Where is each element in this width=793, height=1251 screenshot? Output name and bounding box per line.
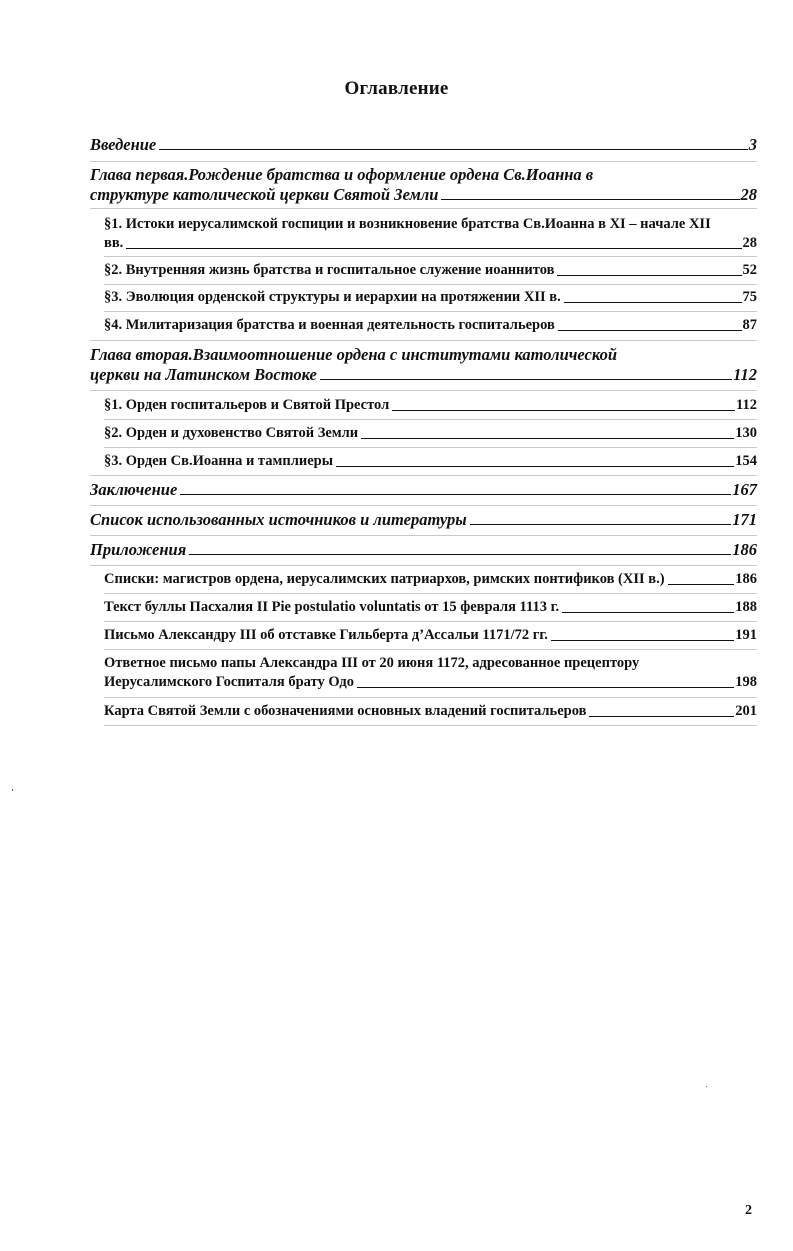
toc-entry-conclusion <box>90 481 757 498</box>
section-divider <box>90 340 757 341</box>
section-divider <box>104 593 757 594</box>
toc-entry-ch2-section-2 <box>104 425 757 442</box>
toc-entry-title-continued: структуре католической церкви Святой Земли <box>90 185 439 204</box>
toc-entry-title: §3. Орден Св.Иоанна и тамплиеры <box>104 453 334 469</box>
dot-leader <box>441 199 739 200</box>
dot-leader <box>336 466 734 467</box>
section-divider <box>104 447 757 448</box>
toc-page-number: 186 <box>735 571 757 587</box>
toc-page-number: 171 <box>732 510 757 529</box>
toc-entry-title: Список использованных источников и литературы <box>90 510 467 529</box>
toc-entry-appendix-2 <box>104 599 757 616</box>
toc-entry-title: Письмо Александру III об отставке Гильберта д’Ассальи 1171/72 гг. <box>104 627 548 643</box>
toc-entry-appendix-5 <box>104 703 757 720</box>
section-divider <box>90 535 757 536</box>
toc-entry-appendix-3 <box>104 627 757 644</box>
section-divider <box>104 256 757 257</box>
toc-entry-title: Глава первая.Рождение братства и оформление ордена Св.Иоанна в <box>90 165 594 184</box>
toc-entry-title: Введение <box>90 135 157 154</box>
toc-entry-title: Приложения <box>90 540 187 559</box>
toc-entry-ch1-section-4 <box>104 317 757 334</box>
page-number: 2 <box>745 1203 752 1218</box>
section-divider <box>104 311 757 312</box>
toc-entry-title: Ответное письмо папы Александра III от 20 июня 1172, адресованное прецептору <box>104 655 640 671</box>
toc-page-number: 167 <box>732 480 757 499</box>
toc-page-number: 112 <box>736 397 757 413</box>
section-divider <box>104 621 757 622</box>
dot-leader <box>564 302 742 303</box>
dot-leader <box>668 584 735 585</box>
page-title: Оглавление <box>344 78 449 99</box>
toc-page-number: 3 <box>748 135 757 154</box>
toc-page-number: 52 <box>742 262 757 278</box>
dot-leader <box>189 554 731 555</box>
dot-leader <box>558 330 742 331</box>
toc-entry-ch1-section-2 <box>104 262 757 279</box>
toc-entry-ch1-section-3 <box>104 289 757 306</box>
toc-entry-title: Текст буллы Пасхалия II Pie postulatio voluntatis от 15 февраля 1113 г. <box>104 599 560 615</box>
dot-leader <box>392 410 735 411</box>
toc-entry-title-continued: Иерусалимского Госпиталя брату Одо <box>104 674 354 690</box>
section-divider <box>90 161 757 162</box>
section-divider <box>104 649 757 650</box>
toc-entry-chapter-1 <box>90 166 757 203</box>
toc-entry-title: §1. Истоки иерусалимской госпиции и возникновение братства Св.Иоанна в XI – начале XII <box>104 216 711 232</box>
toc-page-number: 154 <box>735 453 757 469</box>
toc-entry-title: Глава вторая.Взаимоотношение ордена с институтами католической <box>90 345 618 364</box>
toc-page-number: 198 <box>735 674 757 690</box>
scan-speck <box>12 789 13 791</box>
scan-speck <box>706 1086 707 1087</box>
dot-leader <box>126 248 741 249</box>
toc-entry-ch1-section-1 <box>104 216 757 252</box>
dot-leader <box>551 640 734 641</box>
section-divider <box>90 390 757 391</box>
toc-page-number: 87 <box>742 317 757 333</box>
toc-entry-title: Списки: магистров ордена, иерусалимских патриархов, римских понтификов (XII в.) <box>104 571 665 587</box>
section-divider <box>104 419 757 420</box>
toc-entry-title: Заключение <box>90 480 178 499</box>
toc-page-number: 28 <box>740 185 757 204</box>
toc-entry-appendix-4 <box>104 655 757 691</box>
dot-leader <box>470 524 732 525</box>
toc-entry-title-continued: церкви на Латинском Востоке <box>90 365 317 384</box>
toc-page-number: 112 <box>733 365 757 384</box>
toc-entry-title: §2. Внутренняя жизнь братства и госпитальное служение иоаннитов <box>104 262 555 278</box>
toc-entry-ch2-section-1 <box>104 397 757 414</box>
toc-entry-title: §4. Милитаризация братства и военная деятельность госпитальеров <box>104 317 555 333</box>
dot-leader <box>557 275 741 276</box>
section-divider <box>90 565 757 566</box>
dot-leader <box>361 438 734 439</box>
toc-entry-title: §1. Орден госпитальеров и Святой Престол <box>104 397 390 413</box>
dot-leader <box>159 149 747 150</box>
toc-page-number: 130 <box>735 425 757 441</box>
dot-leader <box>180 494 731 495</box>
dot-leader <box>357 687 734 688</box>
toc-entry-title: Карта Святой Земли с обозначениями основных владений госпитальеров <box>104 703 587 719</box>
section-divider <box>104 697 757 698</box>
dot-leader <box>320 379 732 380</box>
toc-page-number: 188 <box>735 599 757 615</box>
dot-leader <box>589 716 734 717</box>
dot-leader <box>562 612 734 613</box>
toc-entry-title: §2. Орден и духовенство Святой Земли <box>104 425 359 441</box>
toc-page-number: 186 <box>732 540 757 559</box>
toc-page-number: 191 <box>735 627 757 643</box>
toc-entry-ch2-section-3 <box>104 453 757 470</box>
toc-entry-title-continued: вв. <box>104 235 124 251</box>
toc-entry-title: §3. Эволюция орденской структуры и иерархии на протяжении XII в. <box>104 289 561 305</box>
toc-page-number: 28 <box>742 235 757 251</box>
toc-entry-appendix-1 <box>104 571 757 588</box>
section-divider <box>90 208 757 209</box>
toc-entry-sources <box>90 511 757 528</box>
section-divider <box>104 284 757 285</box>
section-divider <box>104 725 757 726</box>
section-divider <box>90 475 757 476</box>
toc-entry-appendices <box>90 541 757 558</box>
toc-page-number: 201 <box>735 703 757 719</box>
section-divider <box>90 505 757 506</box>
toc-entry-introduction <box>90 136 757 153</box>
toc-page-number: 75 <box>742 289 757 305</box>
toc-entry-chapter-2 <box>90 346 757 383</box>
